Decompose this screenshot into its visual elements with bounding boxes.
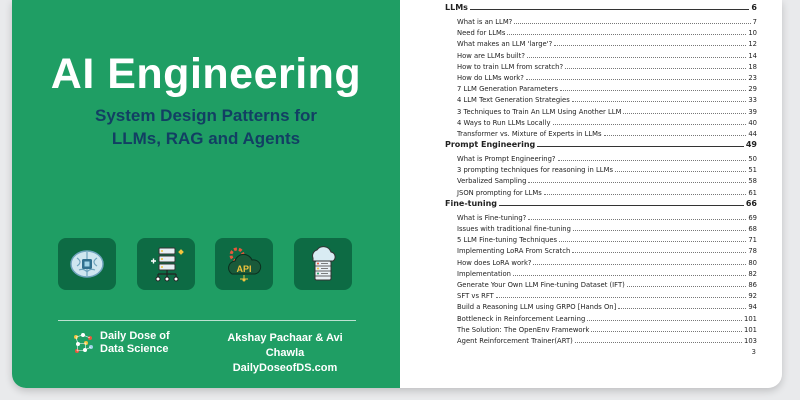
toc-entry-title: 3 prompting techniques for reasoning in LLMs xyxy=(457,166,613,175)
toc-leader-dots xyxy=(470,3,750,10)
toc-leader-dots xyxy=(572,246,746,253)
toc-entry-row[interactable] xyxy=(445,235,757,246)
icon-tile-1 xyxy=(58,238,116,290)
toc-entry-title: Generate Your Own LLM Fine-tuning Dataset (IFT) xyxy=(457,280,625,289)
toc-entry-title: 4 Ways to Run LLMs Locally xyxy=(457,118,551,127)
toc-entry-page: 82 xyxy=(748,269,757,278)
toc-leader-dots xyxy=(558,154,747,161)
toc-entry-page: 58 xyxy=(748,177,757,186)
dots-logo-icon xyxy=(72,332,94,354)
toc-entry-title: Transformer vs. Mixture of Experts in LLMs xyxy=(457,129,602,138)
toc-entry-row[interactable] xyxy=(445,51,757,62)
subtitle-line-1: System Design Patterns for xyxy=(94,106,317,125)
toc-entry-page: 68 xyxy=(748,225,757,233)
toc-leader-dots xyxy=(573,224,746,231)
toc-leader-dots xyxy=(615,165,746,172)
toc-entry-page: 23 xyxy=(748,73,757,82)
toc-entry-title: Implementation xyxy=(457,269,511,278)
toc-leader-dots xyxy=(560,84,746,91)
toc-entry-page: 40 xyxy=(748,118,757,127)
toc-leader-dots xyxy=(527,51,746,58)
toc-entry-row[interactable] xyxy=(445,269,757,280)
cover-icons xyxy=(58,238,352,290)
toc-leader-dots xyxy=(618,302,746,309)
toc-leader-dots xyxy=(575,336,742,343)
toc-entry-title: The Solution: The OpenEnv Framework xyxy=(457,325,590,334)
toc-entry-row[interactable] xyxy=(445,107,757,118)
toc-entry-row[interactable] xyxy=(445,291,757,302)
toc-entry-page: 101 xyxy=(744,325,757,334)
toc-entry-row[interactable] xyxy=(445,17,757,28)
toc-leader-dots xyxy=(528,176,746,183)
toc-entry-title: Fine-tuning xyxy=(445,198,498,208)
toc-leader-dots xyxy=(553,118,747,125)
toc-entry-page: 66 xyxy=(745,198,757,208)
toc-entry-page: 101 xyxy=(744,314,757,323)
brand-logo xyxy=(72,330,170,356)
toc-entry-page: 51 xyxy=(748,166,757,175)
toc-entry-page: 39 xyxy=(748,107,757,116)
toc-entry-page: 14 xyxy=(748,51,757,60)
toc-entry-row[interactable] xyxy=(445,188,757,199)
toc-entry-row[interactable] xyxy=(445,95,757,106)
toc-entry-row[interactable] xyxy=(445,129,757,140)
toc-leader-dots xyxy=(513,269,746,276)
toc-leader-dots xyxy=(604,129,747,136)
toc-entry-title: How does LoRA work? xyxy=(457,258,532,267)
toc-entry-row[interactable] xyxy=(445,302,757,313)
toc-entry-title: What is Prompt Engineering? xyxy=(457,155,556,164)
subtitle-line-2: LLMs, RAG and Agents xyxy=(111,129,301,148)
table-of-contents-page xyxy=(400,0,782,388)
icon-tile-3 xyxy=(215,238,273,290)
toc-entry-row[interactable] xyxy=(445,39,757,50)
toc-entry-title: Agent Reinforcement Trainer(ART) xyxy=(457,336,573,345)
toc-leader-dots xyxy=(544,188,747,195)
toc-entry-page: 12 xyxy=(748,40,757,49)
toc-leader-dots xyxy=(528,213,746,220)
toc-entry-page: 69 xyxy=(748,213,757,222)
brand-line-2: Data Science xyxy=(100,343,169,355)
brand-line-1: Daily Dose of xyxy=(100,330,170,342)
book-cover xyxy=(12,0,400,388)
toc-entry-row[interactable] xyxy=(445,84,757,95)
toc-entry-page: 78 xyxy=(748,247,757,256)
toc-entry-row[interactable] xyxy=(445,118,757,129)
toc-entry-page: 18 xyxy=(748,62,757,71)
toc-entry-page: 44 xyxy=(748,129,757,138)
toc-leader-dots xyxy=(565,62,746,69)
toc-entry-row[interactable] xyxy=(445,28,757,39)
icon-tile-2 xyxy=(137,238,195,290)
toc-entry-title: Need for LLMs xyxy=(457,29,506,38)
toc-entry-page: 10 xyxy=(748,29,757,38)
cover-title: AI Engineering xyxy=(50,50,362,98)
toc-entry-title: Prompt Engineering xyxy=(445,140,536,150)
toc-entry-page: 94 xyxy=(748,303,757,312)
toc-entry-row[interactable] xyxy=(445,73,757,84)
cover-authors xyxy=(210,331,360,376)
website-link[interactable]: DailyDoseofDS.com xyxy=(232,362,338,374)
toc-entry-title: Verbalized Sampling xyxy=(457,177,527,186)
toc-entry-title: Build a Reasoning LLM using GRPO [Hands On] xyxy=(457,303,617,312)
toc-entry-page: 103 xyxy=(744,336,757,345)
toc-leader-dots xyxy=(537,140,744,147)
cover-divider xyxy=(58,320,356,321)
toc-leader-dots xyxy=(533,258,746,265)
toc-section-row[interactable] xyxy=(445,199,757,213)
api-cloud-icon xyxy=(224,244,264,284)
toc-entry-row[interactable] xyxy=(445,62,757,73)
toc-list xyxy=(445,3,757,347)
toc-entry-page: 50 xyxy=(748,155,757,164)
toc-entry-title: 7 LLM Generation Parameters xyxy=(457,85,559,94)
toc-entry-title: 3 Techniques to Train An LLM Using Another LLM xyxy=(457,107,622,116)
toc-leader-dots xyxy=(587,314,742,321)
toc-section-row[interactable] xyxy=(445,3,757,17)
toc-leader-dots xyxy=(623,107,746,114)
cover-subtitle xyxy=(12,104,400,150)
toc-entry-title: LLMs xyxy=(445,3,468,12)
page-number: 3 xyxy=(751,348,756,356)
toc-entry-title: Implementing LoRA From Scratch xyxy=(457,247,571,256)
toc-leader-dots xyxy=(591,325,742,332)
toc-leader-dots xyxy=(514,17,750,24)
toc-entry-title: What is Fine-tuning? xyxy=(457,213,527,222)
server-network-icon xyxy=(146,244,186,284)
toc-entry-title: JSON prompting for LLMs xyxy=(457,188,542,197)
toc-entry-row[interactable] xyxy=(445,325,757,336)
toc-entry-title: SFT vs RFT xyxy=(457,292,494,301)
toc-leader-dots xyxy=(554,39,746,46)
toc-entry-page: 49 xyxy=(745,140,757,150)
icon-tile-4 xyxy=(294,238,352,290)
toc-entry-page: 6 xyxy=(751,3,757,12)
toc-leader-dots xyxy=(499,199,744,206)
toc-leader-dots xyxy=(559,235,746,242)
toc-leader-dots xyxy=(627,280,747,287)
toc-entry-row[interactable] xyxy=(445,213,757,224)
toc-entry-page: 7 xyxy=(752,18,757,26)
cloud-database-icon xyxy=(303,244,343,284)
toc-entry-title: Bottleneck in Reinforcement Learning xyxy=(457,314,586,323)
toc-entry-page: 86 xyxy=(748,280,757,289)
toc-entry-page: 71 xyxy=(748,236,757,245)
brand-name xyxy=(100,330,170,356)
toc-entry-title: 4 LLM Text Generation Strategies xyxy=(457,96,570,105)
toc-leader-dots xyxy=(496,291,747,298)
toc-leader-dots xyxy=(572,95,747,102)
toc-entry-page: 80 xyxy=(748,258,757,267)
toc-entry-title: What makes an LLM 'large'? xyxy=(457,40,553,49)
toc-entry-row[interactable] xyxy=(445,246,757,257)
toc-entry-page: 61 xyxy=(748,188,757,197)
toc-entry-row[interactable] xyxy=(445,336,757,347)
toc-entry-title: What is an LLM? xyxy=(457,18,513,26)
toc-entry-title: Issues with traditional fine-tuning xyxy=(457,225,571,233)
toc-leader-dots xyxy=(507,28,746,35)
toc-entry-row[interactable] xyxy=(445,258,757,269)
toc-entry-title: How to train LLM from scratch? xyxy=(457,62,564,71)
toc-entry-row[interactable] xyxy=(445,224,757,235)
toc-entry-page: 29 xyxy=(748,85,757,94)
author-names: Akshay Pachaar & Avi Chawla xyxy=(227,332,343,359)
toc-entry-page: 92 xyxy=(748,292,757,301)
toc-entry-row[interactable] xyxy=(445,280,757,291)
toc-entry-row[interactable] xyxy=(445,165,757,176)
toc-entry-page: 33 xyxy=(748,96,757,105)
toc-entry-row[interactable] xyxy=(445,154,757,165)
book-spread xyxy=(12,0,782,388)
toc-entry-title: 5 LLM Fine-tuning Techniques xyxy=(457,236,558,245)
toc-entry-title: How do LLMs work? xyxy=(457,73,524,82)
brain-chip-icon xyxy=(67,244,107,284)
toc-section-row[interactable] xyxy=(445,140,757,154)
toc-entry-title: How are LLMs built? xyxy=(457,51,525,60)
toc-entry-row[interactable] xyxy=(445,176,757,187)
toc-leader-dots xyxy=(526,73,747,80)
toc-entry-row[interactable] xyxy=(445,314,757,325)
svg-text:API: API xyxy=(236,264,252,274)
